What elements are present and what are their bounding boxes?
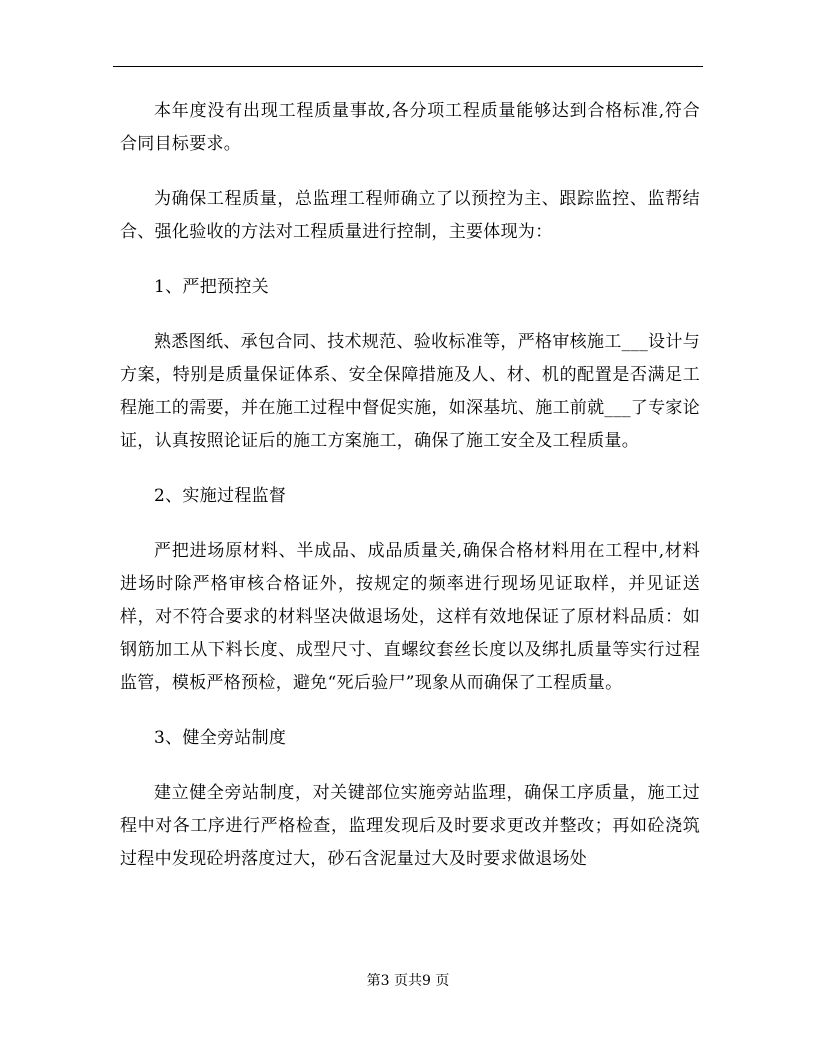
- paragraph-intro: 为确保工程质量，总监理工程师确立了以预控为主、跟踪监控、监帮结合、强化验收的方法对工程质量进行控制，主要体现为：: [120, 189, 700, 242]
- header-rule: [113, 66, 703, 67]
- paragraph-section-2: 严把进场原材料、半成品、成品质量关,确保合格材料用在工程中,材料进场时除严格审核合格证外，按规定的频率进行现场见证取样，并见证送样，对不符合要求的材料坚决做退场处，这样有效地保证了原材料品质：如钢筋加工从下料长度、成型尺寸、直螺纹套丝长度以及绑扎质量等实行过程监管，模板严格预检，避免“死后验尸”现象从而确保了工程质量。: [120, 541, 700, 693]
- section-heading-2: 2、实施过程监督: [154, 486, 287, 506]
- paragraph-section-3: 建立健全旁站制度，对关键部位实施旁站监理，确保工序质量，施工过程中对各工序进行严格检查，监理发现后及时要求更改并整改；再如砼浇筑过程中发现砼坍落度过大，砂石含泥量过大及时要求做退场处: [120, 783, 700, 869]
- paragraph-section-1: 熟悉图纸、承包合同、技术规范、验收标准等，严格审核施工___设计与方案，特别是质量保证体系、安全保障措施及人、材、机的配置是否满足工程施工的需要，并在施工过程中督促实施，如深基坑、施工前就___了专家论证，认真按照论证后的施工方案施工，确保了施工安全及工程质量。: [120, 332, 700, 451]
- paragraph-summary: 本年度没有出现工程质量事故,各分项工程质量能够达到合格标准,符合合同目标要求。: [120, 101, 700, 154]
- document-body: [120, 95, 700, 876]
- page-number-footer: 第3 页共9 页: [366, 973, 450, 989]
- section-heading-1: 1、严把预控关: [154, 277, 269, 297]
- section-heading-3: 3、健全旁站制度: [154, 728, 287, 748]
